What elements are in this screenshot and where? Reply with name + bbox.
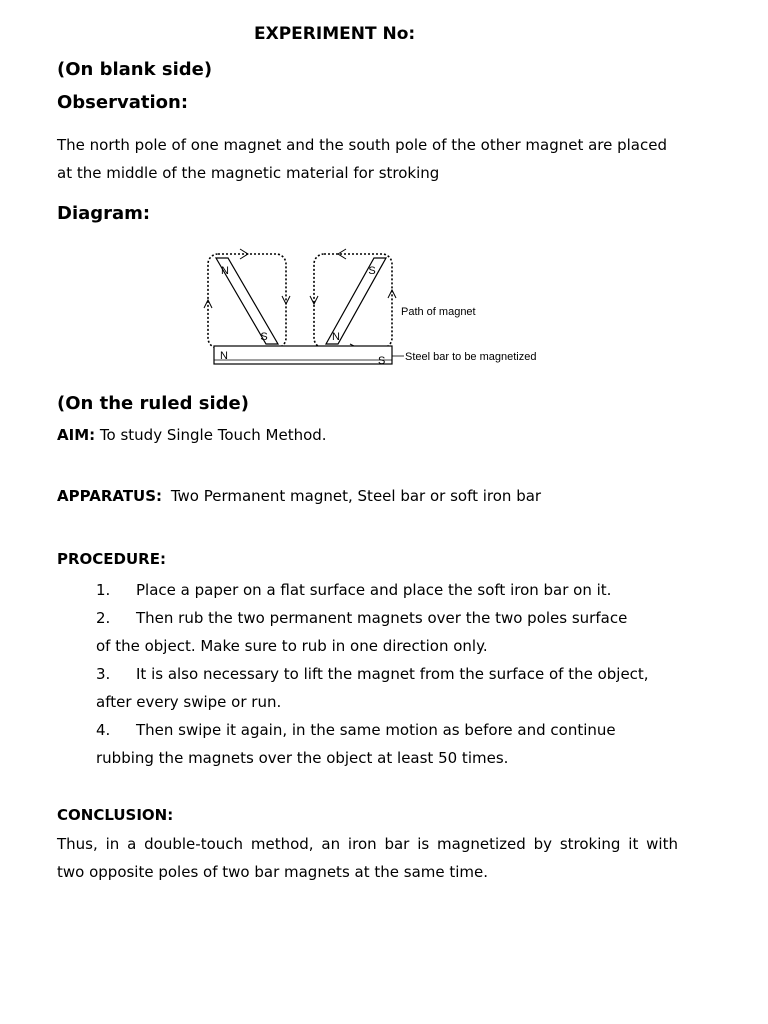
observation-line: at the middle of the magnetic material for stroking xyxy=(57,164,440,182)
diagram-heading: Diagram: xyxy=(57,203,151,224)
observation-heading: Observation: xyxy=(57,92,189,113)
aim-row xyxy=(57,421,327,449)
step-number: 4. xyxy=(96,721,111,739)
page-title: EXPERIMENT No: xyxy=(254,24,416,44)
apparatus-row xyxy=(57,482,541,510)
list-item xyxy=(96,716,716,744)
conclusion-line: two opposite poles of two bar magnets at the same time. xyxy=(57,863,489,881)
step-text: It is also necessary to lift the magnet from the surface of the object, xyxy=(136,665,649,683)
steel-bar xyxy=(214,346,392,364)
step-number: 3. xyxy=(96,665,111,683)
step-number: 1. xyxy=(96,581,111,599)
left-magnet-north-label: N xyxy=(221,265,229,277)
observation-line: The north pole of one magnet and the south pole of the other magnet are placed xyxy=(57,136,667,154)
blank-side-heading: (On blank side) xyxy=(57,59,213,80)
step-text: of the object. Make sure to rub in one direction only. xyxy=(96,637,488,655)
step-text: after every swipe or run. xyxy=(96,693,282,711)
aim-label: AIM: xyxy=(57,426,96,444)
procedure-label: PROCEDURE: xyxy=(57,550,166,568)
steel-bar-label: Steel bar to be magnetized xyxy=(405,351,537,363)
step-text: Then rub the two permanent magnets over the two poles surface xyxy=(136,609,628,627)
observation-text xyxy=(57,131,697,187)
conclusion-label: CONCLUSION: xyxy=(57,806,174,824)
bar-north-label: N xyxy=(220,350,228,362)
step-text: Place a paper on a flat surface and place the soft iron bar on it. xyxy=(136,581,612,599)
path-label: Path of magnet xyxy=(401,306,476,318)
right-magnet-north-label: N xyxy=(332,331,340,343)
step-text: rubbing the magnets over the object at least 50 times. xyxy=(96,749,509,767)
list-item xyxy=(96,604,716,632)
step-number: 2. xyxy=(96,609,111,627)
aim-text: To study Single Touch Method. xyxy=(99,426,327,444)
procedure-list xyxy=(96,576,716,772)
list-item xyxy=(96,576,716,604)
right-magnet-south-label: S xyxy=(368,265,376,277)
left-magnet-south-label: S xyxy=(260,331,268,343)
bar-south-label: S xyxy=(378,355,386,367)
ruled-side-heading: (On the ruled side) xyxy=(57,393,249,414)
conclusion-line: Thus, in a double-touch method, an iron bar is magnetized by stroking it with xyxy=(57,835,678,853)
list-item xyxy=(96,660,716,688)
apparatus-text: Two Permanent magnet, Steel bar or soft iron bar xyxy=(170,487,542,505)
conclusion-text xyxy=(57,830,678,886)
magnetization-diagram xyxy=(200,240,540,372)
apparatus-label: APPARATUS: xyxy=(57,487,163,505)
step-text: Then swipe it again, in the same motion as before and continue xyxy=(136,721,616,739)
